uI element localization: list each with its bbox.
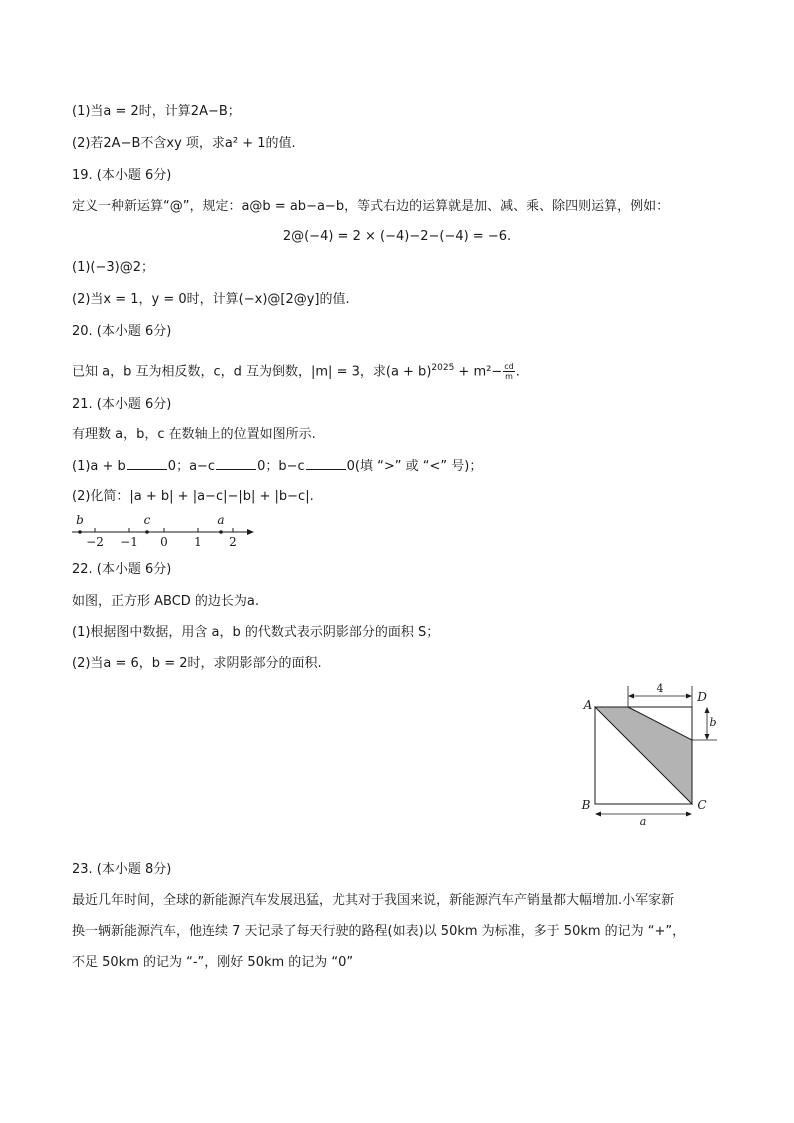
q18-part2: (2)若2A−B不含xy 项，求a² + 1的值. xyxy=(72,136,296,151)
tick-label: 2 xyxy=(229,535,237,549)
vertex-label-d: D xyxy=(697,690,707,704)
q18-part1: (1)当a = 2时，计算2A−B； xyxy=(72,104,241,119)
tick-label: 1 xyxy=(194,535,202,549)
point-label-a: a xyxy=(217,513,225,527)
point-label-c: c xyxy=(143,513,151,527)
q20-text xyxy=(72,359,520,381)
tick-label: −2 xyxy=(86,535,104,549)
tick-label: 0 xyxy=(160,535,168,549)
arrowhead xyxy=(705,734,710,740)
q20-text-b: + m²− xyxy=(454,364,503,380)
label-top-length: 4 xyxy=(656,682,664,695)
q20-exponent: 2025 xyxy=(431,363,455,373)
q19-part2: (2)当x = 1，y = 0时，计算(−x)@[2@y]的值. xyxy=(72,292,350,307)
q22-part2: (2)当a = 6，b = 2时，求阴影部分的面积. xyxy=(72,656,322,671)
vertex-label-c: C xyxy=(697,798,707,812)
shaded-region xyxy=(595,707,692,804)
point-c-dot xyxy=(145,530,149,534)
arrowhead xyxy=(628,694,634,699)
tick-label: −1 xyxy=(120,535,138,549)
square-figure xyxy=(575,678,725,828)
arrowhead xyxy=(595,812,601,817)
q22-heading: 22. (本小题 6分) xyxy=(72,562,172,577)
q22-text: 如图，正方形 ABCD 的边长为a. xyxy=(72,594,260,609)
answer-blank-2[interactable] xyxy=(216,457,256,470)
q19-example: 2@(−4) = 2 × (−4)−2−(−4) = −6. xyxy=(282,229,512,244)
q21-text: 有理数 a，b，c 在数轴上的位置如图所示. xyxy=(72,427,316,442)
q23-paragraph-line2: 换一辆新能源汽车，他连续 7 天记录了每天行驶的路程(如表)以 50km 为标准，多于 50km 的记为 “+”， xyxy=(72,924,686,939)
answer-blank-1[interactable] xyxy=(127,457,167,470)
arrowhead xyxy=(686,812,692,817)
label-bottom-a: a xyxy=(639,815,647,828)
q20-fraction-num: cd xyxy=(504,362,514,372)
q20-text-a: 已知 a，b 互为相反数，c，d 互为倒数，|m| = 3，求(a + b) xyxy=(72,364,432,380)
number-line-figure xyxy=(66,512,266,552)
q19-heading: 19. (本小题 6分) xyxy=(72,168,172,183)
point-a-dot xyxy=(219,530,223,534)
q21-part1-b: 0；a−c xyxy=(167,459,216,474)
q23-heading: 23. (本小题 8分) xyxy=(72,862,172,877)
arrowhead xyxy=(705,707,710,713)
q21-part1-a: (1)a + b xyxy=(72,459,126,474)
q19-definition: 定义一种新运算“@”，规定：a@b = ab−a−b，等式右边的运算就是加、减、乘、除四则运算，例如： xyxy=(72,199,670,214)
q23-paragraph-line1: 最近几年时间，全球的新能源汽车发展迅猛，尤其对于我国来说，新能源汽车产销量都大幅增加.小军家新 xyxy=(72,893,675,908)
q23-paragraph-line3: 不足 50km 的记为 “-”，刚好 50km 的记为 “0” xyxy=(72,955,354,970)
answer-blank-3[interactable] xyxy=(306,457,346,470)
q22-part1: (1)根据图中数据，用含 a，b 的代数式表示阴影部分的面积 S； xyxy=(72,625,440,640)
number-line-arrow xyxy=(247,529,254,535)
q21-part1-c: 0；b−c xyxy=(257,459,305,474)
q21-part1-d: 0(填 “>” 或 “<” 号)； xyxy=(346,459,483,474)
q20-fraction xyxy=(503,362,514,381)
arrowhead xyxy=(686,694,692,699)
point-b-dot xyxy=(78,530,82,534)
point-label-b: b xyxy=(76,513,84,527)
q21-part1 xyxy=(72,457,482,476)
q20-heading: 20. (本小题 6分) xyxy=(72,324,172,339)
vertex-label-a: A xyxy=(583,698,593,712)
q20-end: . xyxy=(515,364,520,380)
q21-heading: 21. (本小题 6分) xyxy=(72,397,172,412)
label-side-b: b xyxy=(709,716,717,729)
q21-part2: (2)化简：|a + b| + |a−c|−|b| + |b−c|. xyxy=(72,489,314,504)
q20-fraction-den: m xyxy=(505,372,513,382)
q19-part1: (1)(−3)@2； xyxy=(72,260,154,275)
vertex-label-b: B xyxy=(581,798,591,812)
